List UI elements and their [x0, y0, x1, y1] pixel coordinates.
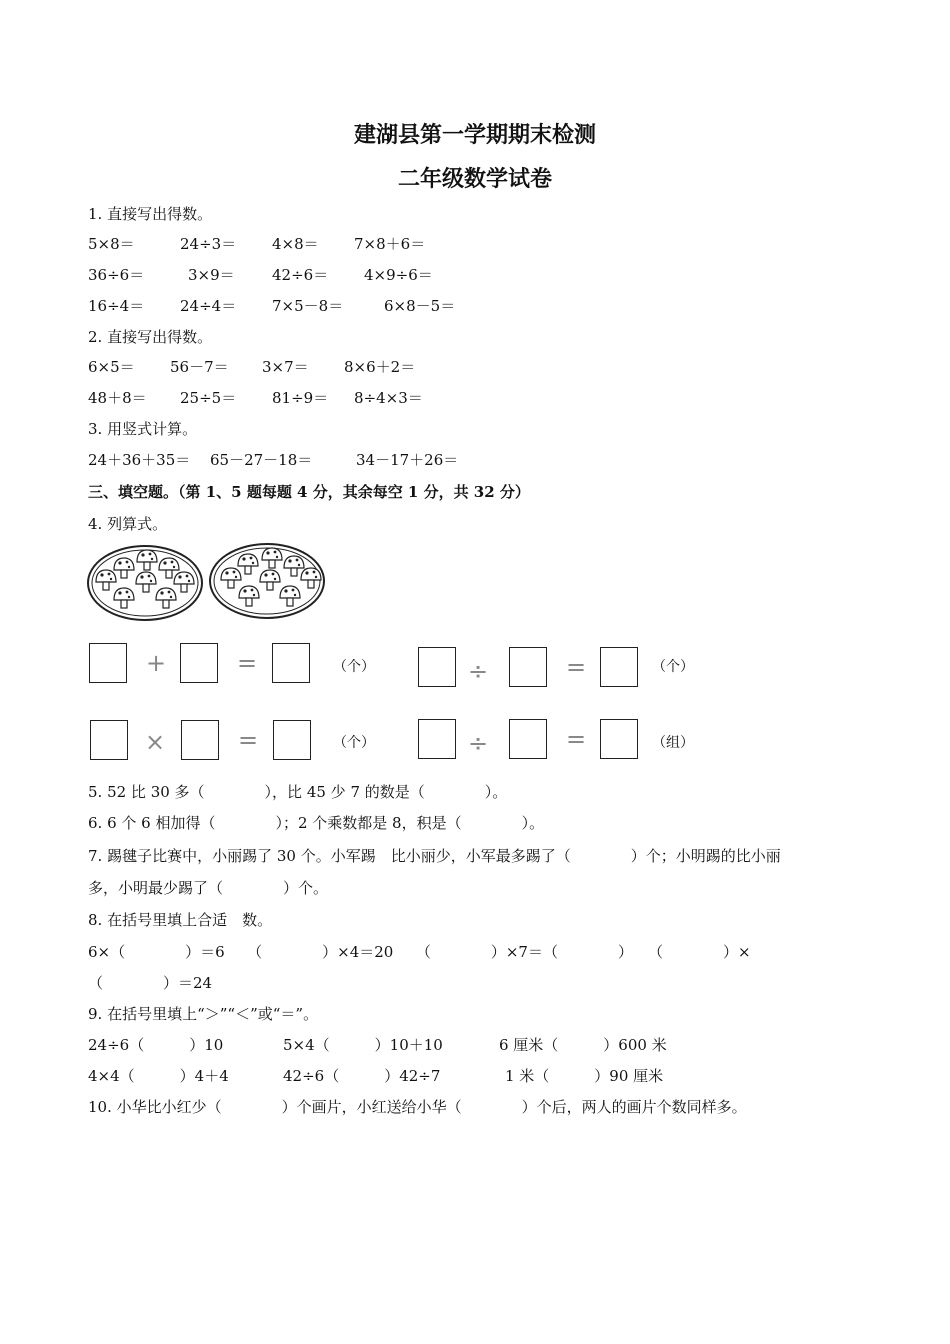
unit-label: （组）: [652, 735, 694, 751]
q2-item: 3×7＝: [262, 358, 309, 376]
q9-item: 42÷6（ ）42÷7: [283, 1067, 441, 1085]
page-subtitle: 二年级数学试卷: [397, 166, 552, 192]
mushroom-plates-illustration: [84, 542, 334, 622]
q3-item: 24＋36＋35＝: [88, 451, 191, 469]
q8-line2: （ ）＝24: [88, 974, 213, 992]
unit-label: （个）: [333, 735, 375, 751]
equals-sign: =: [238, 726, 259, 754]
unit-label: （个）: [333, 659, 375, 675]
q3-item: 65－27－18＝: [210, 451, 313, 469]
plus-sign: +: [146, 649, 167, 677]
q2-item: 6×5＝: [88, 358, 135, 376]
answer-box[interactable]: [89, 643, 127, 683]
q1-item: 36÷6＝: [88, 266, 145, 284]
answer-box[interactable]: [600, 719, 638, 759]
q8-prompt: 8. 在括号里填上合适 数。: [88, 911, 273, 929]
q1-item: 16÷4＝: [88, 297, 145, 315]
q1-prompt: 1. 直接写出得数。: [88, 205, 213, 223]
q1-item: 7×8＋6＝: [354, 235, 426, 253]
equals-sign: =: [566, 725, 587, 753]
answer-box[interactable]: [509, 647, 547, 687]
q9-prompt: 9. 在括号里填上“＞”“＜”或“＝”。: [88, 1005, 319, 1023]
q2-item: 8÷4×3＝: [354, 389, 423, 407]
answer-box[interactable]: [418, 719, 456, 759]
q9-row2: [88, 1066, 663, 1086]
times-sign: ×: [145, 728, 166, 756]
q8-line1: 6×（ ）＝6 （ ）×4＝20 （ ）×7＝（ ） （ ）×: [88, 943, 751, 961]
equals-sign: =: [566, 653, 587, 681]
q9-row1: [88, 1035, 667, 1055]
answer-box[interactable]: [272, 643, 310, 683]
q9-item: 6 厘米（ ）600 米: [499, 1036, 667, 1054]
q3-item: 34－17＋26＝: [356, 451, 459, 469]
q7-line1: 7. 踢毽子比赛中，小丽踢了 30 个。小军踢 比小丽少，小军最多踢了（ ）个；小明踢的比小丽: [88, 847, 781, 865]
q1-item: 42÷6＝: [272, 266, 329, 284]
page-title: 建湖县第一学期期末检测: [353, 122, 596, 148]
q1-row2: [88, 265, 433, 285]
divide-sign: ÷: [468, 657, 489, 685]
q2-item: 56－7＝: [170, 358, 229, 376]
answer-box[interactable]: [90, 720, 128, 760]
section-heading: 三、填空题。（第 1、5 题每题 4 分，其余每空 1 分，共 32 分）: [88, 483, 530, 501]
answer-box[interactable]: [600, 647, 638, 687]
q1-row3: [88, 296, 455, 316]
unit-label: （个）: [652, 659, 694, 675]
q9-item: 5×4（ ）10＋10: [283, 1036, 443, 1054]
q1-row1: [88, 234, 425, 254]
q9-item: 4×4（ ）4＋4: [88, 1067, 229, 1085]
q2-item: 25÷5＝: [180, 389, 237, 407]
q7-line2: 多，小明最少踢了（ ）个。: [88, 879, 329, 897]
q3-row1: [88, 450, 458, 470]
q1-item: 4×8＝: [272, 235, 319, 253]
q4-prompt: 4. 列算式。: [88, 515, 168, 533]
q1-item: 5×8＝: [88, 235, 135, 253]
answer-box[interactable]: [181, 720, 219, 760]
q5-text: 5. 52 比 30 多（ ），比 45 少 7 的数是（ ）。: [88, 783, 508, 801]
q1-item: 6×8－5＝: [384, 297, 456, 315]
q9-item: 24÷6（ ）10: [88, 1036, 224, 1054]
q1-item: 4×9÷6＝: [364, 266, 433, 284]
divide-sign: ÷: [468, 729, 489, 757]
q6-text: 6. 6 个 6 相加得（ ）；2 个乘数都是 8，积是（ ）。: [88, 814, 545, 832]
q2-row1: [88, 357, 415, 377]
q2-item: 8×6＋2＝: [344, 358, 416, 376]
answer-box[interactable]: [418, 647, 456, 687]
q1-item: 24÷3＝: [180, 235, 237, 253]
q2-row2: [88, 388, 423, 408]
q2-item: 81÷9＝: [272, 389, 329, 407]
q1-item: 3×9＝: [188, 266, 235, 284]
answer-box[interactable]: [509, 719, 547, 759]
q10-text: 10. 小华比小红少（ ）个画片，小红送给小华（ ）个后，两人的画片个数同样多。: [88, 1098, 747, 1116]
equals-sign: =: [237, 649, 258, 677]
q2-prompt: 2. 直接写出得数。: [88, 328, 213, 346]
q9-item: 1 米（ ）90 厘米: [505, 1067, 664, 1085]
q3-prompt: 3. 用竖式计算。: [88, 420, 198, 438]
q1-item: 24÷4＝: [180, 297, 237, 315]
answer-box[interactable]: [273, 720, 311, 760]
q1-item: 7×5－8＝: [272, 297, 344, 315]
q2-item: 48＋8＝: [88, 389, 147, 407]
answer-box[interactable]: [180, 643, 218, 683]
